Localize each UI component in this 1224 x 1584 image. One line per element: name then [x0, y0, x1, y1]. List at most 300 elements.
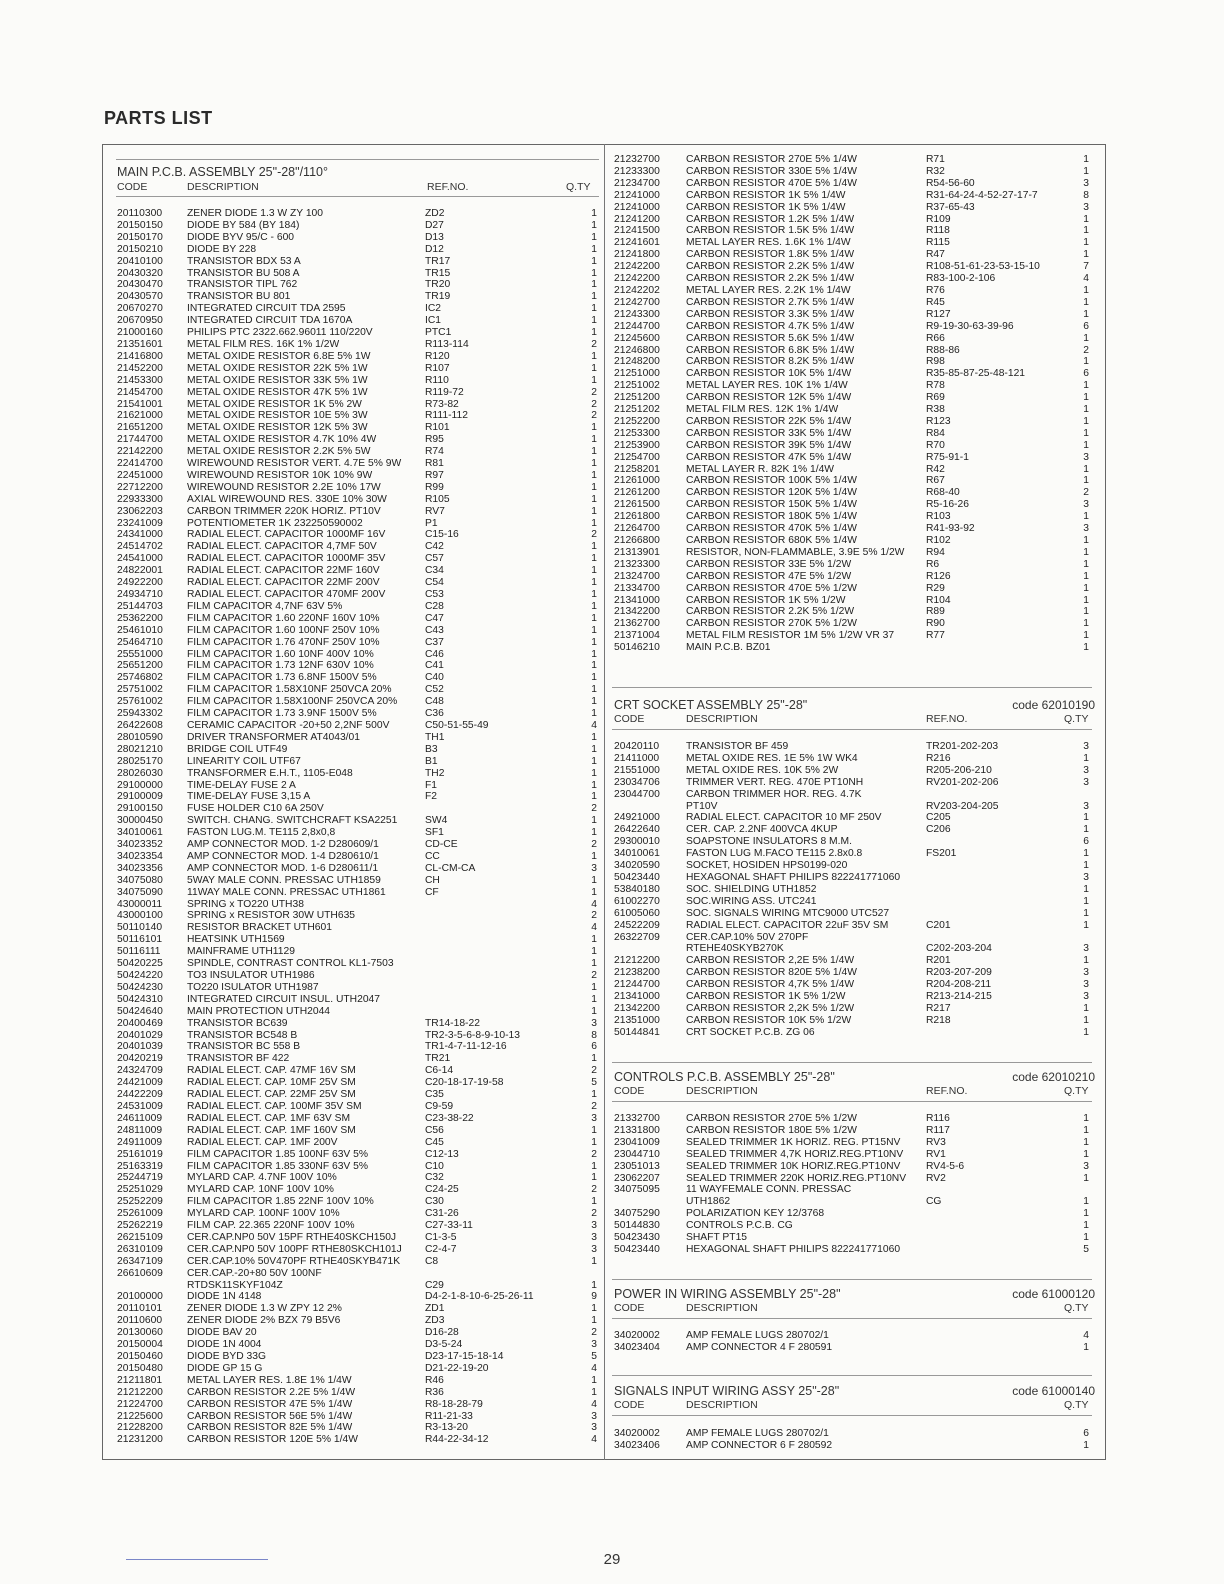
part-qty: 1: [1083, 213, 1089, 225]
part-code: 28021210: [117, 743, 163, 755]
part-qty: 1: [1083, 1026, 1089, 1038]
table-row: [614, 1184, 1092, 1196]
part-ref: C34: [425, 565, 444, 577]
part-code: 21332700: [614, 1113, 660, 1124]
part-qty: 3: [591, 1243, 597, 1255]
table-row: [117, 565, 599, 577]
table-row: [117, 577, 599, 589]
part-description: TRANSISTOR TIPL 762: [187, 279, 298, 291]
part-ref: R217: [926, 1002, 951, 1014]
part-ref: C28: [425, 600, 444, 612]
part-code: 21324700: [614, 570, 660, 582]
rule: [612, 1062, 1092, 1063]
part-ref: R35-85-87-25-48-121: [926, 368, 1026, 380]
table-row: [117, 1030, 599, 1042]
part-ref: RV203-204-205: [926, 800, 999, 812]
part-code: 24324709: [117, 1065, 163, 1077]
part-qty: 2: [591, 1100, 597, 1112]
part-code: 20401029: [117, 1029, 163, 1041]
part-description: HEXAGONAL SHAFT PHILIPS 822241771060: [686, 871, 901, 883]
part-qty: 3: [1083, 523, 1089, 535]
table-row: [117, 494, 599, 506]
part-ref: TR201-202-203: [926, 741, 999, 752]
table-row: [117, 708, 599, 720]
part-qty: 1: [591, 660, 597, 672]
part-code: 25943302: [117, 708, 163, 720]
part-ref: R11-21-33: [425, 1410, 473, 1422]
part-qty: 4: [591, 898, 597, 910]
part-description: CARBON RESISTOR 33K 5% 1/4W: [686, 427, 852, 439]
part-description: METAL OXIDE RESISTOR 2.2K 5% 5W: [187, 446, 371, 458]
part-ref: C31-26: [425, 1208, 459, 1220]
part-qty: 1: [591, 434, 597, 446]
part-ref: B3: [425, 743, 438, 755]
part-description: CARBON RESISTOR 120E 5% 1/4W: [187, 1434, 358, 1446]
table-row: [117, 780, 599, 792]
part-qty: 1: [591, 612, 597, 624]
part-code: 25252209: [117, 1196, 163, 1208]
table-row: [117, 601, 599, 613]
table-row: [614, 848, 1092, 860]
part-ref: TR15: [425, 267, 451, 279]
table-row: [117, 458, 599, 470]
part-qty: 3: [1083, 776, 1089, 788]
part-code: 20110600: [117, 1315, 163, 1327]
part-ref: TR1-4-7-11-12-16: [425, 1041, 507, 1053]
part-description: CARBON RESISTOR 1.2K 5% 1/4W: [686, 213, 855, 225]
part-qty: 1: [1083, 415, 1089, 427]
table-row: [117, 649, 599, 661]
part-ref: C30: [425, 1196, 444, 1208]
part-description: CARBON RESISTOR 47K 5% 1/4W: [686, 451, 852, 463]
part-code: 34023356: [117, 862, 163, 874]
part-qty: 1: [1083, 812, 1089, 824]
part-description: TRANSISTOR BDX 53 A: [187, 255, 301, 267]
part-qty: 3: [591, 1410, 597, 1422]
part-qty: 3: [1083, 741, 1089, 752]
part-description: CARBON RESISTOR 1.5K 5% 1/4W: [686, 225, 855, 237]
part-qty: 3: [1083, 451, 1089, 463]
part-code: 21241000: [614, 189, 660, 201]
part-qty: 2: [1083, 487, 1089, 499]
part-description: TRANSISTOR BU 801: [187, 291, 291, 303]
table-row: [117, 625, 599, 637]
part-qty: 1: [591, 946, 597, 958]
part-qty: 1: [591, 446, 597, 458]
part-qty: 1: [1083, 535, 1089, 546]
part-ref: C45: [425, 1136, 444, 1148]
part-ref: R67: [926, 475, 945, 487]
part-ref: R201: [926, 955, 951, 967]
part-description: METAL OXIDE RESISTOR 12K 5% 3W: [187, 422, 368, 434]
part-code: 21551000: [614, 764, 660, 776]
part-description: CARBON RESISTOR 470E 5% 1/2W: [686, 582, 857, 594]
part-description: CARBON RESISTOR 180K 5% 1/4W: [686, 511, 857, 523]
part-ref: R216: [926, 752, 951, 764]
part-description: FILM CAPACITOR 1.60 100NF 250V 10%: [187, 624, 380, 636]
part-qty: 1: [1083, 570, 1089, 582]
part-code: 20100000: [117, 1291, 163, 1303]
table-row: [117, 672, 599, 684]
signals-code-header: CODE: [614, 1399, 645, 1411]
table-row: [117, 958, 599, 970]
part-qty: 1: [591, 708, 597, 720]
part-qty: 1: [591, 767, 597, 779]
table-row: [614, 1244, 1092, 1256]
part-ref: B1: [425, 755, 438, 767]
part-code: 25751002: [117, 684, 163, 696]
part-qty: 1: [1083, 475, 1089, 487]
table-row: [117, 482, 599, 494]
controls-ref-header: REF.NO.: [926, 1085, 968, 1097]
table-row: [117, 815, 599, 827]
part-description: METAL FILM RESISTOR 1M 5% 1/2W VR 37: [686, 630, 895, 642]
part-ref: R71: [926, 154, 945, 165]
part-qty: 1: [1083, 225, 1089, 237]
part-description: CERAMIC CAPACITOR -20+50 2,2NF 500V: [187, 719, 390, 731]
part-qty: 8: [1083, 189, 1089, 201]
part-qty: 1: [1083, 332, 1089, 344]
part-qty: 2: [591, 1327, 597, 1339]
table-row: [117, 529, 599, 541]
controls-pcb-title: CONTROLS P.C.B. ASSEMBLY 25"-28": [614, 1070, 835, 1084]
part-code: 20430320: [117, 267, 163, 279]
part-ref: R120: [425, 350, 450, 362]
power-in-code: code 61000120: [1012, 1287, 1095, 1301]
part-description: TIME-DELAY FUSE 2 A: [187, 779, 296, 791]
table-row: [117, 291, 599, 303]
part-code: 21261500: [614, 499, 660, 511]
table-row: [117, 1434, 599, 1446]
part-code: 21231200: [117, 1434, 163, 1446]
table-row: [117, 339, 599, 351]
part-ref: R32: [926, 165, 945, 177]
table-row: [117, 244, 599, 256]
part-description: CARBON RESISTOR 6.8K 5% 1/4W: [686, 344, 855, 356]
part-code: 21244700: [614, 320, 660, 332]
part-ref: R74: [425, 446, 444, 458]
part-ref: RV3: [926, 1136, 946, 1148]
part-qty: 1: [591, 1374, 597, 1386]
part-description: METAL LAYER RES. 1.8E 1% 1/4W: [187, 1374, 352, 1386]
part-description: CARBON RESISTOR 39K 5% 1/4W: [686, 439, 852, 451]
part-qty: 1: [1083, 752, 1089, 764]
part-code: 20400469: [117, 1017, 163, 1029]
table-row: [117, 279, 599, 291]
part-ref: R81: [425, 458, 444, 470]
table-row: [117, 208, 599, 220]
part-description: SOC. SIGNALS WIRING MTC9000 UTC527: [686, 907, 890, 919]
table-row: [117, 506, 599, 518]
part-description: CARBON RESISTOR 270E 5% 1/2W: [686, 1113, 857, 1124]
part-description: METAL OXIDE RES. 10K 5% 2W: [686, 764, 839, 776]
table-row: [117, 518, 599, 530]
part-code: 30000450: [117, 815, 163, 827]
part-qty: 1: [1083, 1232, 1089, 1244]
part-code: 21341000: [614, 594, 660, 606]
power-code-header: CODE: [614, 1302, 645, 1314]
part-qty: 1: [591, 684, 597, 696]
part-ref: R45: [926, 296, 945, 308]
part-code: 26310109: [117, 1243, 163, 1255]
part-ref: R105: [425, 493, 450, 505]
part-code: 20670950: [117, 315, 163, 327]
part-code: 29100009: [117, 791, 163, 803]
table-row: [614, 801, 1092, 813]
part-qty: 1: [1083, 1148, 1089, 1160]
part-description: CONTROLS P.C.B. CG: [686, 1220, 793, 1232]
part-code: 21261800: [614, 511, 660, 523]
table-row: [614, 1149, 1092, 1161]
part-code: 21228200: [117, 1422, 163, 1434]
part-qty: 1: [1083, 439, 1089, 451]
part-code: 25163319: [117, 1160, 163, 1172]
table-row: [117, 827, 599, 839]
part-qty: 8: [591, 1029, 597, 1041]
part-description: RADIAL ELECT. CAP. 100MF 35V SM: [187, 1100, 362, 1112]
table-row: [614, 991, 1092, 1003]
part-ref: R127: [926, 308, 951, 320]
part-ref: R107: [425, 362, 450, 374]
part-ref: R90: [926, 618, 945, 630]
part-qty: 1: [591, 279, 597, 291]
table-row: [117, 660, 599, 672]
part-ref: CD-CE: [425, 839, 458, 851]
part-ref: CC: [425, 850, 440, 862]
part-description: RADIAL ELECT. CAPACITOR 22MF 160V: [187, 565, 380, 577]
part-qty: 2: [591, 529, 597, 541]
part-qty: 1: [591, 1279, 597, 1291]
part-ref: CF: [425, 886, 439, 898]
part-qty: 3: [1083, 499, 1089, 511]
table-row: [614, 1330, 1092, 1342]
part-qty: 1: [591, 731, 597, 743]
part-qty: 1: [1083, 404, 1089, 416]
part-ref: R204-208-211: [926, 979, 992, 991]
part-code: 25251029: [117, 1184, 163, 1196]
part-description: CARBON RESISTOR 82E 5% 1/4W: [187, 1422, 353, 1434]
controls-pcb-table: [614, 1113, 1092, 1256]
table-row: [614, 475, 1092, 487]
part-description: FILM CAPACITOR 1.85 330NF 63V 5%: [187, 1160, 369, 1172]
part-description: CARBON RESISTOR 180E 5% 1/2W: [686, 1124, 857, 1136]
part-ref: R98: [926, 356, 945, 368]
part-ref: C29: [425, 1279, 444, 1291]
table-row: [117, 387, 599, 399]
part-description: RTDSK11SKYF104Z: [187, 1279, 283, 1291]
part-ref: C20-18-17-19-58: [425, 1077, 504, 1089]
part-qty: 1: [591, 1196, 597, 1208]
part-description: CER.CAP.10% 50V470PF RTHE40SKYB471K: [187, 1255, 401, 1267]
part-ref: R6: [926, 558, 940, 570]
signals-input-table: [614, 1428, 1092, 1452]
table-row: [614, 333, 1092, 345]
part-code: 20150460: [117, 1351, 163, 1362]
table-row: [614, 535, 1092, 547]
table-row: [117, 1113, 599, 1125]
part-qty: 1: [1083, 1172, 1089, 1184]
crt-description-header: DESCRIPTION: [686, 713, 758, 725]
table-row: [614, 753, 1092, 765]
part-qty: 1: [1083, 558, 1089, 570]
part-description: METAL OXIDE RESISTOR 1K 5% 2W: [187, 398, 362, 410]
part-description: RESISTOR BRACKET UTH601: [187, 922, 332, 934]
part-qty: 1: [1083, 1196, 1089, 1208]
table-row: [614, 416, 1092, 428]
part-qty: 5: [591, 1351, 597, 1362]
part-description: CARBON RESISTOR 56E 5% 1/4W: [187, 1410, 353, 1422]
part-description: METAL LAYER RES. 10K 1% 1/4W: [686, 380, 848, 392]
part-qty: 2: [591, 1184, 597, 1196]
part-code: 23034706: [614, 776, 660, 788]
part-code: 21261200: [614, 487, 660, 499]
signals-qty-header: Q.TY: [1064, 1399, 1089, 1411]
signals-input-code: code 61000140: [1012, 1384, 1095, 1398]
part-qty: 1: [1083, 392, 1089, 404]
controls-qty-header: Q.TY: [1064, 1085, 1089, 1097]
part-ref: R118: [926, 225, 950, 237]
part-qty: 1: [591, 589, 597, 600]
table-row: [117, 839, 599, 851]
part-description: METAL OXIDE RESISTOR 47K 5% 1W: [187, 386, 368, 398]
part-code: 21371004: [614, 630, 660, 642]
table-row: [117, 922, 599, 934]
part-qty: 1: [1083, 1002, 1089, 1014]
table-row: [117, 863, 599, 875]
part-qty: 3: [1083, 800, 1089, 812]
table-row: [614, 606, 1092, 618]
part-code: 24341000: [117, 529, 163, 541]
part-code: 21261000: [614, 475, 660, 487]
part-qty: 1: [1083, 249, 1089, 261]
part-qty: 1: [591, 755, 597, 767]
part-qty: 1: [1083, 955, 1089, 967]
part-code: 50424640: [117, 1005, 163, 1017]
part-ref: C47: [425, 612, 444, 624]
part-qty: 1: [591, 1255, 597, 1267]
part-ref: R29: [926, 582, 945, 594]
part-ref: IC2: [425, 303, 442, 315]
table-row: [117, 720, 599, 732]
part-description: DIODE GP 15 G: [187, 1362, 263, 1374]
part-description: RADIAL ELECT. CAPACITOR 470MF 200V: [187, 589, 386, 600]
part-qty: 5: [591, 1077, 597, 1089]
table-row: [117, 768, 599, 780]
part-ref: R101: [425, 422, 450, 434]
part-code: 21245600: [614, 332, 660, 344]
table-row: [614, 356, 1092, 368]
part-qty: 4: [1083, 273, 1089, 285]
part-description: CARBON RESISTOR 8.2K 5% 1/4W: [686, 356, 855, 368]
part-code: 25461010: [117, 624, 163, 636]
part-qty: 4: [591, 1362, 597, 1374]
part-code: 25362200: [117, 612, 163, 624]
part-description: TRANSISTOR BF 422: [187, 1053, 290, 1065]
part-ref: R76: [926, 284, 945, 296]
part-description: MAIN P.C.B. BZ01: [686, 642, 771, 654]
part-code: 23062203: [117, 505, 163, 517]
part-ref: D3-5-24: [425, 1339, 463, 1351]
part-qty: 1: [591, 696, 597, 708]
part-code: 50424220: [117, 970, 163, 981]
part-qty: 1: [591, 743, 597, 755]
table-row: [614, 860, 1092, 872]
part-qty: 1: [1083, 642, 1089, 654]
part-description: CARBON RESISTOR 22K 5% 1/4W: [686, 415, 852, 427]
part-description: CARBON RESISTOR 1K 5% 1/2W: [686, 991, 846, 1003]
part-code: 21242200: [614, 273, 660, 285]
part-ref: C9-59: [425, 1100, 454, 1112]
part-code: 25261009: [117, 1208, 163, 1220]
table-row: [614, 345, 1092, 357]
part-description: CARBON RESISTOR 2,2K 5% 1/2W: [686, 1002, 855, 1014]
table-row: [614, 967, 1092, 979]
table-row: [117, 1125, 599, 1137]
part-description: POLARIZATION KEY 12/3768: [686, 1208, 825, 1220]
table-row: [614, 392, 1092, 404]
part-code: 24531009: [117, 1100, 163, 1112]
part-description: PT10V: [686, 800, 718, 812]
part-code: 20150004: [117, 1339, 163, 1351]
part-description: SOCKET, HOSIDEN HPS0199-020: [686, 860, 848, 872]
part-code: 34010061: [117, 827, 163, 839]
part-ref: R108-51-61-23-53-15-10: [926, 261, 1040, 273]
part-qty: 1: [591, 303, 597, 315]
part-ref: TR2-3-5-6-8-9-10-13: [425, 1029, 520, 1041]
table-row: [614, 428, 1092, 440]
part-code: 34023354: [117, 850, 163, 862]
part-ref: C12-13: [425, 1148, 459, 1160]
rule: [612, 1375, 1092, 1376]
part-ref: R104: [926, 594, 951, 606]
part-description: SPRING x TO220 UTH38: [187, 898, 304, 910]
part-qty: 1: [591, 791, 597, 803]
part-description: FILM CAPACITOR 1.73 12NF 630V 10%: [187, 660, 374, 672]
part-ref: TR20: [425, 279, 451, 291]
crt-code-header: CODE: [614, 713, 645, 725]
part-code: 25761002: [117, 696, 163, 708]
table-row: [614, 547, 1092, 559]
part-ref: R70: [926, 439, 945, 451]
controls-description-header: DESCRIPTION: [686, 1085, 758, 1097]
table-row: [117, 1161, 599, 1173]
part-ref: TH2: [425, 767, 445, 779]
table-row: [117, 410, 599, 422]
part-code: 25651200: [117, 660, 163, 672]
part-qty: 1: [1083, 860, 1089, 872]
part-qty: 1: [591, 1136, 597, 1148]
part-code: 50144841: [614, 1026, 660, 1038]
table-row: [117, 1411, 599, 1423]
table-row: [117, 1351, 599, 1363]
part-qty: 6: [1083, 320, 1089, 332]
part-description: CER.CAP.NP0 50V 100PF RTHE80SKCH101J: [187, 1243, 402, 1255]
part-ref: R95: [425, 434, 444, 446]
part-description: ZENER DIODE 1.3 W ZPY 12 2%: [187, 1303, 342, 1315]
part-qty: 1: [591, 1053, 597, 1065]
table-row: [117, 1256, 599, 1268]
part-description: DIODE BYV 95/C - 600: [187, 231, 295, 243]
part-code: 21000160: [117, 327, 163, 339]
part-code: 25551000: [117, 648, 163, 660]
part-ref: D4-2-1-8-10-6-25-26-11: [425, 1291, 534, 1303]
part-description: FILM CAPACITOR 1.58X10NF 250VCA 20%: [187, 684, 392, 696]
part-ref: C2-4-7: [425, 1243, 457, 1255]
part-ref: D27: [425, 219, 444, 231]
part-description: CARBON RESISTOR 12K 5% 1/4W: [686, 392, 852, 404]
part-ref: R99: [425, 481, 444, 493]
table-row: [117, 791, 599, 803]
